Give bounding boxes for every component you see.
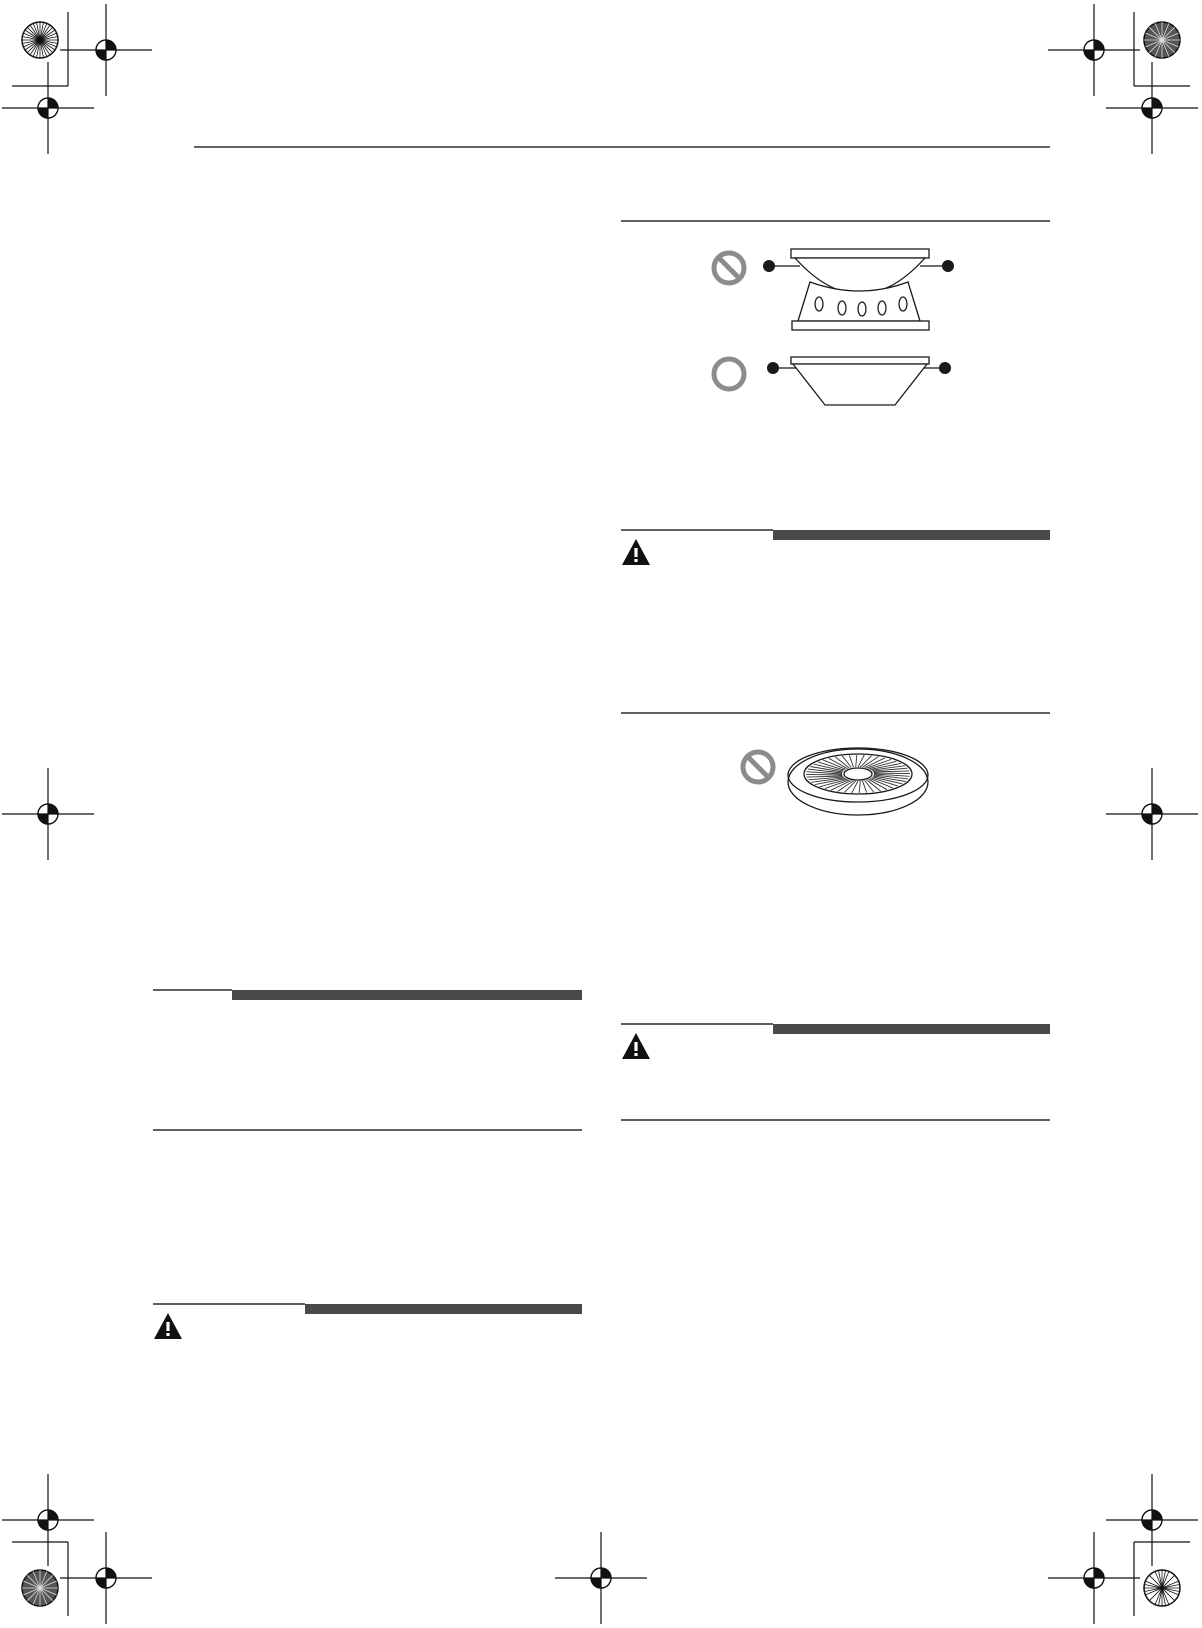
starburst-registration-icon <box>1144 22 1180 58</box>
crosshair-registration-icon <box>2 62 94 154</box>
burner-fin <box>806 774 842 775</box>
left-notice-band <box>153 990 582 1000</box>
grate-cover-illustration-prohibited <box>743 748 928 815</box>
allowed-circle-icon <box>714 359 744 389</box>
crosshair-registration-icon <box>1106 1474 1198 1566</box>
crosshair-registration-icon <box>2 1474 94 1566</box>
crosshair-registration-icon <box>60 4 152 96</box>
burner-fin <box>874 773 910 774</box>
crosshair-registration-icon <box>555 1532 647 1624</box>
warning-triangle-icon <box>622 1033 650 1059</box>
starburst-registration-icon <box>1144 1570 1180 1606</box>
warning-triangle-icon <box>154 1313 182 1339</box>
right-warning-band-1 <box>621 530 1050 540</box>
wok-illustration-allowed <box>714 357 951 405</box>
crosshair-registration-icon <box>1106 768 1198 860</box>
starburst-registration-icon <box>22 1570 58 1606</box>
right-warning-band-2 <box>621 1024 1050 1034</box>
crosshair-registration-icon <box>1048 1532 1140 1624</box>
prohibited-icon <box>743 752 773 782</box>
starburst-registration-icon <box>22 22 58 58</box>
crosshair-registration-icon <box>1048 4 1140 96</box>
crosshair-registration-icon <box>1106 62 1198 154</box>
crop-marks <box>12 12 1190 1616</box>
crosshair-registration-icon <box>60 1532 152 1624</box>
crosshair-registration-icon <box>2 768 94 860</box>
prohibited-icon <box>714 253 744 283</box>
warning-triangle-icon <box>622 539 650 565</box>
wok-illustration-prohibited <box>714 249 954 330</box>
left-warning-band <box>153 1304 582 1314</box>
